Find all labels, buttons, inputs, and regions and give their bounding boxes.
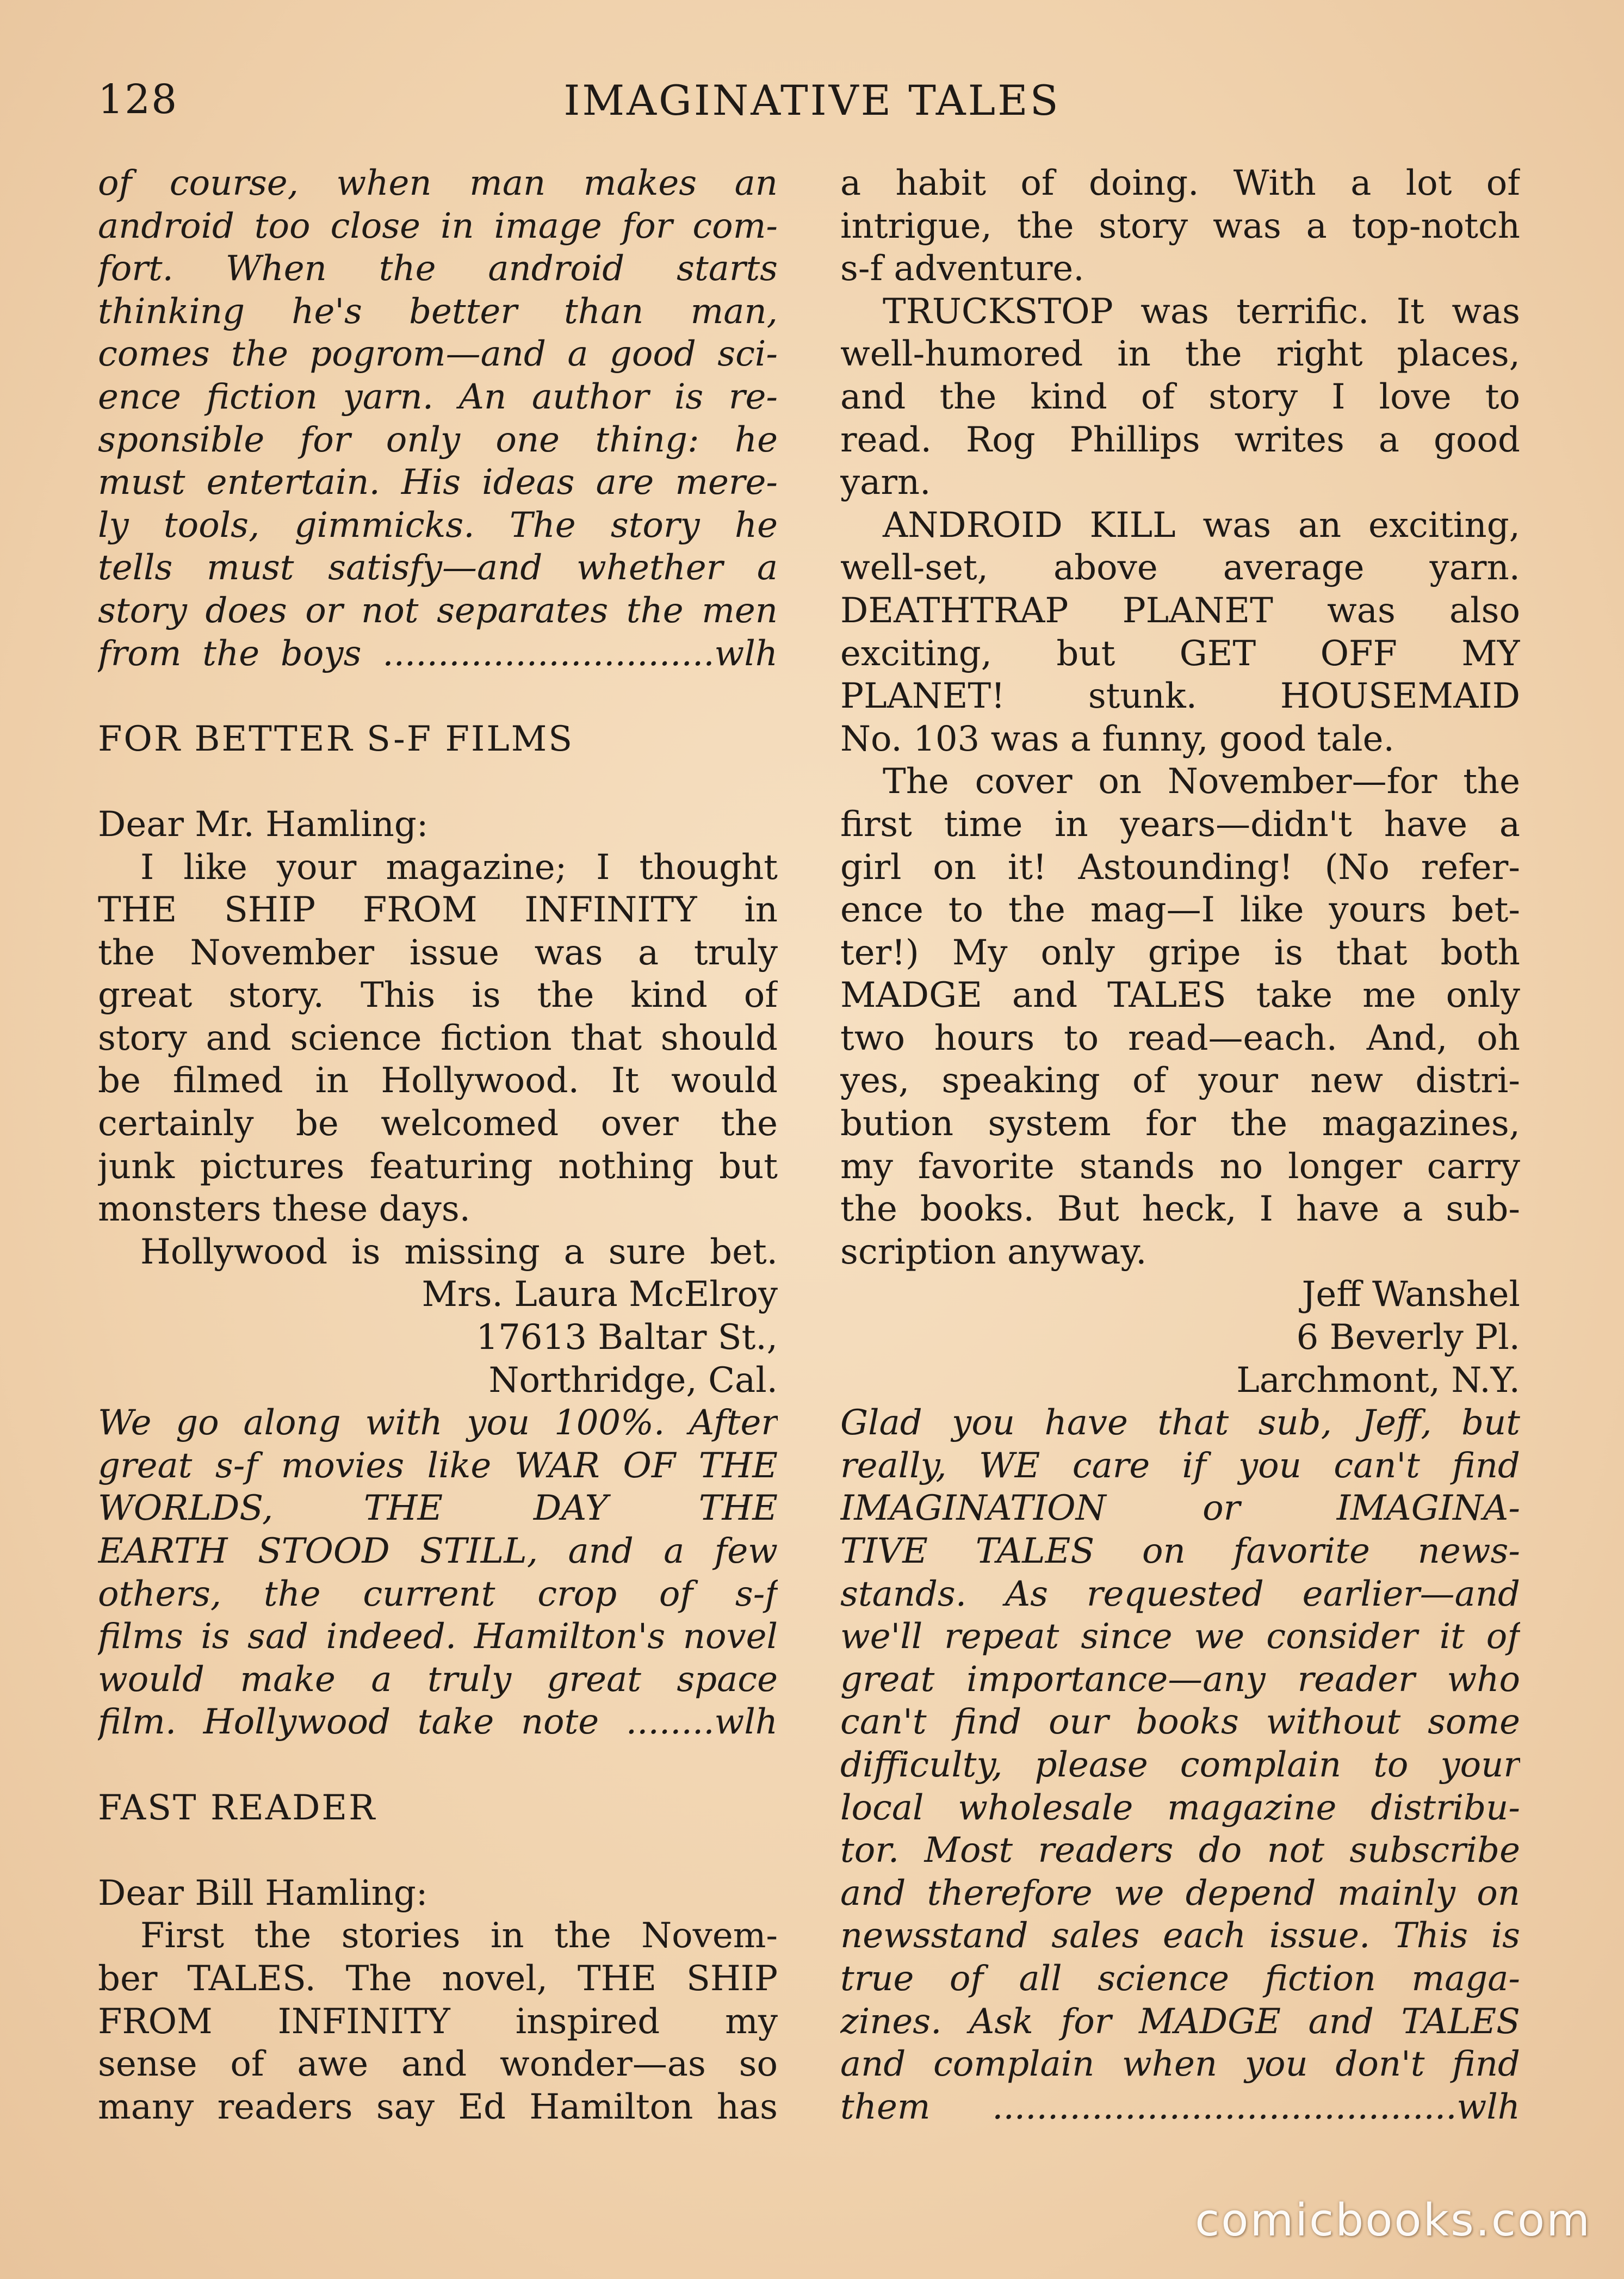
- text-line: them ..........................................wlh: [840, 2086, 1520, 2127]
- text-line: fort. When the android starts: [98, 249, 778, 289]
- text-line: from the boys ..............................wlh: [98, 633, 778, 674]
- left-column: [98, 162, 778, 2128]
- text-line: of course, when man makes an: [98, 163, 778, 203]
- text-line: must entertain. His ideas are mere-: [98, 462, 778, 503]
- text-line: yes, speaking of your new distri-: [840, 1061, 1520, 1101]
- text-line: 17613 Baltar St.,: [476, 1317, 778, 1358]
- text-line: Larchmont, N.Y.: [1236, 1360, 1520, 1401]
- text-line: true of all science fiction maga-: [840, 1958, 1520, 1999]
- text-line: first time in years—didn't have a: [840, 804, 1520, 845]
- text-line: Dear Mr. Hamling:: [98, 804, 429, 845]
- text-line: exciting, but GET OFF MY: [840, 633, 1520, 674]
- text-line: MADGE and TALES take me only: [840, 975, 1520, 1016]
- text-line: great s-f movies like WAR OF THE: [98, 1445, 778, 1486]
- text-line: ly tools, gimmicks. The story he: [98, 505, 778, 546]
- text-line: well-humored in the right places,: [840, 334, 1520, 375]
- text-line: and therefore we depend mainly on: [840, 1873, 1520, 1913]
- text-line: ber TALES. The novel, THE SHIP: [98, 1958, 778, 1999]
- text-line: 6 Beverly Pl.: [1296, 1317, 1520, 1358]
- text-line: Jeff Wanshel: [1301, 1274, 1520, 1315]
- blank-line: [98, 1744, 778, 1787]
- text-line: s-f adventure.: [840, 249, 1084, 289]
- text-line: can't find our books without some: [840, 1702, 1520, 1743]
- text-line: film. Hollywood take note ........wlh: [98, 1702, 778, 1743]
- page-number: 128: [98, 76, 178, 123]
- blank-line: [98, 760, 778, 803]
- text-line: monsters these days.: [98, 1189, 470, 1230]
- text-line: FROM INFINITY inspired my: [98, 2001, 778, 2042]
- text-line: junk pictures featuring nothing but: [98, 1146, 778, 1187]
- text-line: and the kind of story I love to: [840, 376, 1520, 417]
- text-line: we'll repeat since we consider it of: [840, 1617, 1520, 1657]
- text-line: First the stories in the Novem-: [140, 1916, 778, 1956]
- text-line: the books. But heck, I have a sub-: [840, 1189, 1520, 1230]
- text-line: Northridge, Cal.: [488, 1360, 778, 1401]
- text-line: THE SHIP FROM INFINITY in: [98, 890, 778, 931]
- text-line: really, WE care if you can't find: [840, 1445, 1520, 1486]
- text-line: TRUCKSTOP was terrific. It was: [883, 291, 1520, 332]
- text-line: PLANET! stunk. HOUSEMAID: [840, 676, 1520, 717]
- text-line: two hours to read—each. And, oh: [840, 1018, 1520, 1058]
- text-line: intrigue, the story was a top-notch: [840, 206, 1520, 246]
- text-line: ANDROID KILL was an exciting,: [883, 505, 1520, 546]
- text-line: We go along with you 100%. After: [98, 1403, 778, 1444]
- text-line: I like your magazine; I thought: [140, 847, 778, 888]
- text-line: well-set, above average yarn.: [840, 548, 1520, 589]
- text-line: Mrs. Laura McElroy: [422, 1274, 778, 1315]
- blank-line: [98, 675, 778, 718]
- text-line: comes the pogrom—and a good sci-: [98, 334, 778, 375]
- text-line: EARTH STOOD STILL, and a few: [98, 1531, 778, 1571]
- text-line: tor. Most readers do not subscribe: [840, 1830, 1520, 1871]
- text-line: many readers say Ed Hamilton has: [98, 2086, 778, 2127]
- text-line: difficulty, please complain to your: [840, 1744, 1520, 1785]
- text-line: WORLDS, THE DAY THE: [98, 1488, 778, 1529]
- text-line: Glad you have that sub, Jeff, but: [840, 1403, 1520, 1444]
- text-line: yarn.: [840, 462, 931, 503]
- text-line: ence fiction yarn. An author is re-: [98, 376, 778, 417]
- text-line: and complain when you don't find: [840, 2044, 1520, 2085]
- text-line: No. 103 was a funny, good tale.: [840, 719, 1394, 759]
- text-line: great importance—any reader who: [840, 1659, 1520, 1700]
- text-line: Dear Bill Hamling:: [98, 1873, 428, 1913]
- text-line: bution system for the magazines,: [840, 1104, 1520, 1144]
- text-line: zines. Ask for MADGE and TALES: [840, 2001, 1520, 2042]
- running-title: IMAGINATIVE TALES: [563, 76, 1061, 125]
- text-line: ter!) My only gripe is that both: [840, 932, 1520, 973]
- text-line: girl on it! Astounding! (No refer-: [840, 847, 1520, 888]
- text-line: DEATHTRAP PLANET was also: [840, 590, 1520, 631]
- text-line: IMAGINATION or IMAGINA-: [840, 1488, 1520, 1529]
- text-line: others, the current crop of s-f: [98, 1574, 778, 1614]
- section-heading: FAST READER: [98, 1787, 377, 1828]
- text-line: read. Rog Phillips writes a good: [840, 419, 1520, 460]
- text-line: stands. As requested earlier—and: [840, 1574, 1520, 1614]
- text-line: certainly be welcomed over the: [98, 1104, 778, 1144]
- text-line: be filmed in Hollywood. It would: [98, 1061, 778, 1101]
- text-line: thinking he's better than man,: [98, 291, 778, 332]
- text-line: the November issue was a truly: [98, 932, 778, 973]
- text-line: local wholesale magazine distribu-: [840, 1787, 1520, 1828]
- text-line: story and science fiction that should: [98, 1018, 778, 1058]
- text-line: story does or not separates the men: [98, 590, 778, 631]
- text-line: sponsible for only one thing: he: [98, 419, 778, 460]
- text-line: Hollywood is missing a sure bet.: [140, 1231, 778, 1272]
- text-line: scription anyway.: [840, 1231, 1147, 1272]
- text-line: android too close in image for com-: [98, 206, 778, 246]
- text-line: my favorite stands no longer carry: [840, 1146, 1520, 1187]
- text-line: tells must satisfy—and whether a: [98, 548, 778, 589]
- right-column: [840, 162, 1520, 2128]
- text-line: great story. This is the kind of: [98, 975, 778, 1016]
- watermark-logo: comicbooks.com: [1195, 2195, 1591, 2246]
- text-line: TIVE TALES on favorite news-: [840, 1531, 1520, 1571]
- text-line: films is sad indeed. Hamilton's novel: [98, 1617, 778, 1657]
- blank-line: [98, 1829, 778, 1872]
- text-line: newsstand sales each issue. This is: [840, 1916, 1520, 1956]
- section-heading: FOR BETTER S-F FILMS: [98, 719, 574, 759]
- text-line: sense of awe and wonder—as so: [98, 2044, 778, 2085]
- text-line: ence to the mag—I like yours bet-: [840, 890, 1520, 931]
- text-line: a habit of doing. With a lot of: [840, 163, 1520, 203]
- text-line: The cover on November—for the: [883, 761, 1520, 802]
- text-line: would make a truly great space: [98, 1659, 778, 1700]
